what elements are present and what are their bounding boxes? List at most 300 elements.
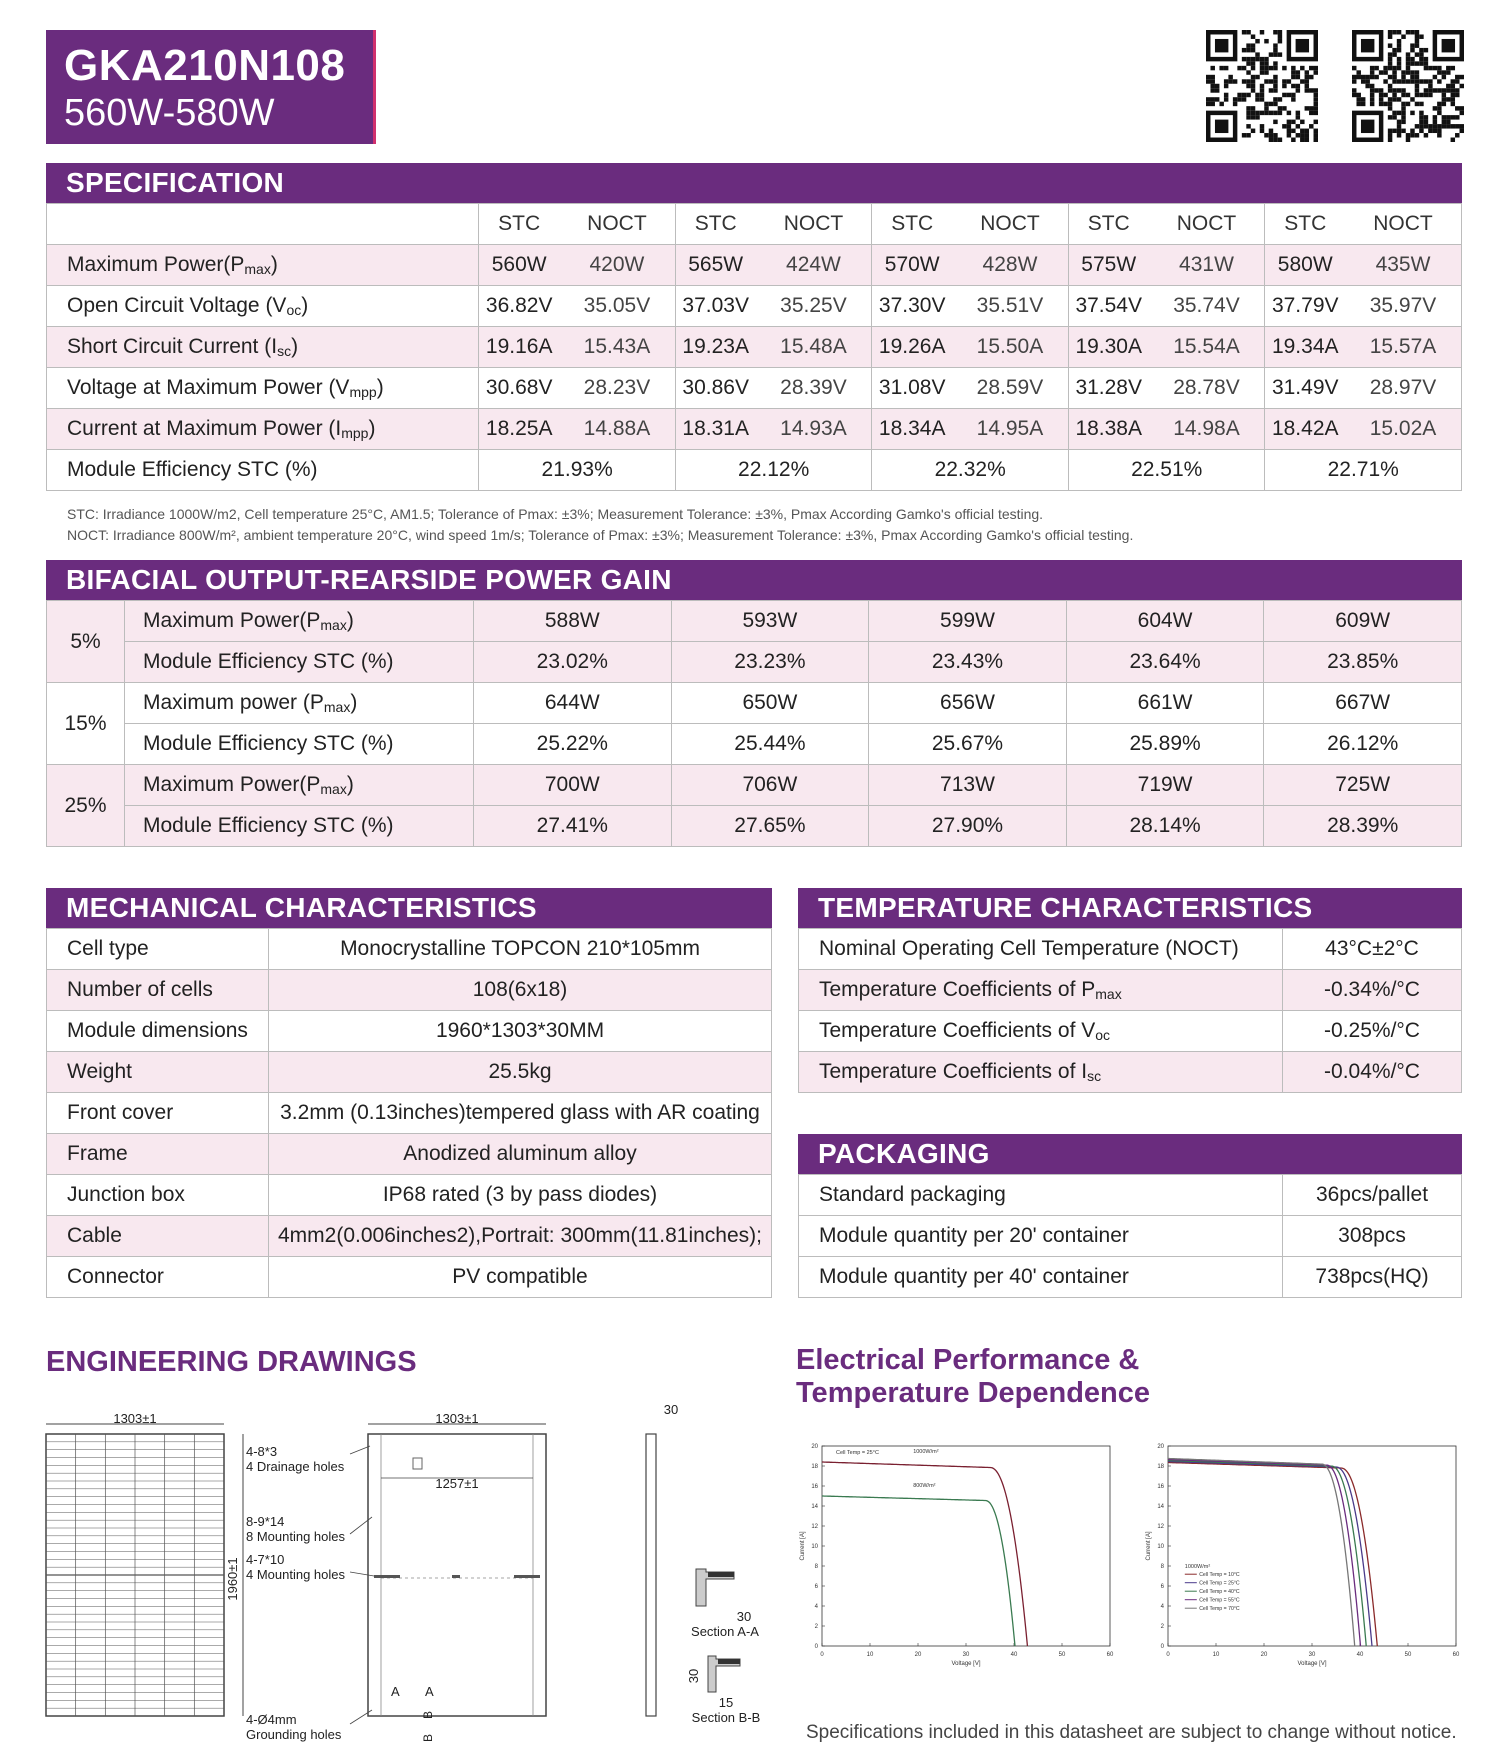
spec-value: 37.03V bbox=[675, 286, 755, 327]
spec-row bbox=[47, 286, 1462, 327]
bifacial-power-value: 644W bbox=[474, 683, 672, 724]
mechanical-label: Weight bbox=[47, 1052, 269, 1093]
bifacial-efficiency-value: 27.90% bbox=[869, 806, 1067, 847]
efficiency-label: Module Efficiency STC (%) bbox=[47, 450, 479, 491]
packaging-value: 738pcs(HQ) bbox=[1283, 1257, 1462, 1298]
bifacial-power-label-text: Maximum Power(P bbox=[143, 773, 321, 796]
temperature-label bbox=[799, 970, 1283, 1011]
temperature-row bbox=[799, 970, 1462, 1011]
mechanical-value: 4mm2(0.006inches2),Portrait: 300mm(11.81inches); bbox=[269, 1216, 772, 1257]
section-b-mark: B bbox=[421, 1710, 435, 1719]
spec-value: 570W bbox=[872, 245, 952, 286]
bifacial-efficiency-row bbox=[47, 806, 1462, 847]
legend-entry: Cell Temp = 10°C bbox=[1199, 1572, 1240, 1578]
row-label-text: Open Circuit Voltage (V bbox=[67, 294, 287, 317]
packaging-row bbox=[799, 1175, 1462, 1216]
power-range: 560W-580W bbox=[64, 92, 275, 134]
bifacial-power-value: 609W bbox=[1264, 601, 1462, 642]
temperature-label-text: Temperature Coefficients of V bbox=[819, 1019, 1096, 1042]
col-header-noct: NOCT bbox=[559, 204, 675, 245]
mechanical-table bbox=[46, 928, 772, 1298]
spec-value: 28.97V bbox=[1345, 368, 1461, 409]
packaging-value: 36pcs/pallet bbox=[1283, 1175, 1462, 1216]
mechanical-row bbox=[47, 1093, 772, 1134]
mechanical-label: Junction box bbox=[47, 1175, 269, 1216]
legend-entry: Cell Temp = 55°C bbox=[1199, 1597, 1240, 1604]
temperature-value: 43°C±2°C bbox=[1283, 929, 1462, 970]
drain-label: 4 Drainage holes bbox=[246, 1459, 345, 1474]
row-label-tail: ) bbox=[376, 376, 384, 399]
temperature-row bbox=[799, 1011, 1462, 1052]
y-tick-label: 16 bbox=[1157, 1484, 1164, 1490]
row-label-subscript: mpp bbox=[349, 384, 377, 400]
bifacial-efficiency-value: 23.23% bbox=[671, 642, 869, 683]
spec-value: 420W bbox=[559, 245, 675, 286]
col-header-noct: NOCT bbox=[1345, 204, 1461, 245]
temperature-value: -0.04%/°C bbox=[1283, 1052, 1462, 1093]
section-a-mark-2: A bbox=[425, 1684, 434, 1699]
spec-value: 15.54A bbox=[1149, 327, 1265, 368]
bifacial-power-value: 650W bbox=[671, 683, 869, 724]
mechanical-label: Frame bbox=[47, 1134, 269, 1175]
y-tick-label: 0 bbox=[1160, 1644, 1164, 1650]
inner-dimension: 1257±1 bbox=[435, 1476, 479, 1491]
engineering-drawing bbox=[40, 1394, 760, 1752]
spec-value: 18.34A bbox=[872, 409, 952, 450]
spec-value: 37.54V bbox=[1068, 286, 1148, 327]
row-label-tail: ) bbox=[270, 253, 278, 276]
y-tick-label: 4 bbox=[1160, 1604, 1164, 1610]
temperature-row bbox=[799, 929, 1462, 970]
bifacial-power-row bbox=[47, 765, 1462, 806]
mount4-size: 4-7*10 bbox=[246, 1552, 285, 1567]
y-tick-label: 18 bbox=[811, 1464, 818, 1470]
mechanical-row bbox=[47, 1257, 772, 1298]
temperature-value: -0.34%/°C bbox=[1283, 970, 1462, 1011]
bifacial-efficiency-value: 25.22% bbox=[474, 724, 672, 765]
bifacial-efficiency-value: 28.39% bbox=[1264, 806, 1462, 847]
bifacial-power-label-tail: ) bbox=[346, 609, 354, 632]
bifacial-efficiency-row bbox=[47, 724, 1462, 765]
bifacial-power-value: 719W bbox=[1066, 765, 1264, 806]
efficiency-row bbox=[47, 450, 1462, 491]
packaging-label: Standard packaging bbox=[799, 1175, 1283, 1216]
temperature-title: TEMPERATURE CHARACTERISTICS bbox=[798, 888, 1462, 928]
row-label-tail: ) bbox=[291, 335, 299, 358]
x-tick-label: 0 bbox=[820, 1652, 824, 1658]
bifacial-efficiency-label: Module Efficiency STC (%) bbox=[125, 806, 474, 847]
spec-value: 31.28V bbox=[1068, 368, 1148, 409]
bifacial-power-value: 725W bbox=[1264, 765, 1462, 806]
section-a-drawing bbox=[696, 1569, 734, 1606]
x-axis-label: Voltage [V] bbox=[951, 1661, 981, 1667]
col-header-noct: NOCT bbox=[952, 204, 1068, 245]
mechanical-value: IP68 rated (3 by pass diodes) bbox=[269, 1175, 772, 1216]
section-b-drawing bbox=[708, 1656, 740, 1692]
model-title-block bbox=[46, 30, 376, 144]
row-label-subscript: mpp bbox=[341, 425, 369, 441]
drain-size: 4-8*3 bbox=[246, 1444, 278, 1459]
bifacial-power-label-subscript: max bbox=[320, 781, 347, 797]
specification-title: SPECIFICATION bbox=[46, 163, 1462, 203]
spec-value: 14.95A bbox=[952, 409, 1068, 450]
electrical-title-line1: Electrical Performance & bbox=[796, 1344, 1140, 1376]
spec-value: 19.16A bbox=[479, 327, 559, 368]
section-b-vertical-dimension: 30 bbox=[686, 1668, 701, 1684]
bifacial-power-label-subscript: max bbox=[320, 617, 347, 633]
legend-entry: Cell Temp = 70°C bbox=[1199, 1606, 1240, 1612]
y-tick-label: 2 bbox=[1160, 1624, 1164, 1630]
temperature-label-text: Temperature Coefficients of P bbox=[819, 978, 1096, 1001]
electrical-title-line2: Temperature Dependence bbox=[796, 1377, 1151, 1409]
section-b-horizontal-dimension: 15 bbox=[718, 1695, 734, 1710]
temperature-label bbox=[799, 1011, 1283, 1052]
bifacial-power-value: 588W bbox=[474, 601, 672, 642]
bifacial-table bbox=[46, 600, 1462, 847]
efficiency-value: 22.12% bbox=[675, 450, 872, 491]
spec-value: 15.50A bbox=[952, 327, 1068, 368]
mechanical-label: Cable bbox=[47, 1216, 269, 1257]
bifacial-power-label bbox=[125, 683, 474, 724]
spec-value: 37.30V bbox=[872, 286, 952, 327]
section-a-mark: A bbox=[391, 1684, 400, 1699]
mount4-label: 4 Mounting holes bbox=[246, 1567, 346, 1582]
packaging-label: Module quantity per 40' container bbox=[799, 1257, 1283, 1298]
temperature-label bbox=[799, 929, 1283, 970]
x-tick-label: 60 bbox=[1106, 1652, 1114, 1658]
x-tick-label: 50 bbox=[1058, 1652, 1066, 1658]
bifacial-title: BIFACIAL OUTPUT-REARSIDE POWER GAIN bbox=[46, 560, 1462, 600]
ground-size: 4-Ø4mm bbox=[246, 1712, 297, 1727]
x-tick-label: 30 bbox=[962, 1652, 970, 1658]
ground-label: Grounding holes bbox=[246, 1727, 342, 1742]
mechanical-row bbox=[47, 929, 772, 970]
bifacial-power-value: 713W bbox=[869, 765, 1067, 806]
side-view-panel bbox=[646, 1434, 656, 1716]
iv-curve-irradiance-chart bbox=[790, 1440, 1120, 1680]
series-label: 1000W/m² bbox=[913, 1449, 939, 1455]
y-axis-label: Current [A] bbox=[800, 1531, 806, 1561]
bifacial-power-value: 604W bbox=[1066, 601, 1264, 642]
x-tick-label: 0 bbox=[1166, 1652, 1170, 1658]
bifacial-efficiency-label: Module Efficiency STC (%) bbox=[125, 642, 474, 683]
model-name: GKA210N108 bbox=[64, 41, 346, 90]
y-tick-label: 12 bbox=[811, 1524, 818, 1530]
spec-value: 19.34A bbox=[1265, 327, 1345, 368]
col-header-stc: STC bbox=[675, 204, 755, 245]
mechanical-label: Front cover bbox=[47, 1093, 269, 1134]
bifacial-power-row bbox=[47, 683, 1462, 724]
bifacial-efficiency-value: 25.89% bbox=[1066, 724, 1264, 765]
bifacial-efficiency-row bbox=[47, 642, 1462, 683]
stc-note: STC: Irradiance 1000W/m2, Cell temperature 25°C, AM1.5; Tolerance of Pmax: ±3%; Measurement Tolerance: ±3%, Pmax According Gamko's official testing. bbox=[67, 506, 1044, 522]
y-tick-label: 12 bbox=[1157, 1524, 1164, 1530]
chart-annotation: 1000W/m² bbox=[1184, 1564, 1211, 1570]
spec-value: 19.30A bbox=[1068, 327, 1148, 368]
spec-value: 37.79V bbox=[1265, 286, 1345, 327]
bifacial-power-label-tail: ) bbox=[346, 773, 354, 796]
series-label: 800W/m² bbox=[913, 1483, 936, 1489]
row-label-text: Short Circuit Current (I bbox=[67, 335, 278, 358]
x-tick-label: 60 bbox=[1452, 1652, 1460, 1658]
bifacial-power-value: 661W bbox=[1066, 683, 1264, 724]
mechanical-row bbox=[47, 970, 772, 1011]
bifacial-power-label-text: Maximum power (P bbox=[143, 691, 324, 714]
electrical-performance-title bbox=[796, 1344, 1150, 1410]
spec-value: 28.39V bbox=[755, 368, 871, 409]
bifacial-efficiency-value: 23.02% bbox=[474, 642, 672, 683]
x-tick-label: 10 bbox=[1212, 1652, 1220, 1658]
bifacial-efficiency-value: 23.85% bbox=[1264, 642, 1462, 683]
bifacial-efficiency-value: 25.44% bbox=[671, 724, 869, 765]
bifacial-efficiency-value: 27.65% bbox=[671, 806, 869, 847]
spec-value: 14.93A bbox=[755, 409, 871, 450]
temperature-row bbox=[799, 1052, 1462, 1093]
y-tick-label: 16 bbox=[811, 1484, 818, 1490]
temperature-label-text: Nominal Operating Cell Temperature (NOCT) bbox=[819, 937, 1239, 960]
spec-header-row bbox=[47, 204, 1462, 245]
width-dimension: 1303±1 bbox=[113, 1411, 157, 1426]
spec-value: 14.88A bbox=[559, 409, 675, 450]
row-label-subscript: oc bbox=[286, 302, 302, 318]
legend-entry: Cell Temp = 40°C bbox=[1199, 1589, 1240, 1595]
x-tick-label: 20 bbox=[1260, 1652, 1268, 1658]
mechanical-row bbox=[47, 1134, 772, 1175]
bifacial-power-row bbox=[47, 601, 1462, 642]
x-tick-label: 10 bbox=[866, 1652, 874, 1658]
front-view-panel bbox=[46, 1434, 224, 1716]
bifacial-power-value: 706W bbox=[671, 765, 869, 806]
spec-value: 36.82V bbox=[479, 286, 559, 327]
spec-value: 575W bbox=[1068, 245, 1148, 286]
bifacial-efficiency-value: 27.41% bbox=[474, 806, 672, 847]
bifacial-power-label-subscript: max bbox=[323, 699, 351, 715]
packaging-value: 308pcs bbox=[1283, 1216, 1462, 1257]
efficiency-value: 22.71% bbox=[1265, 450, 1462, 491]
mount8-label: 8 Mounting holes bbox=[246, 1529, 346, 1544]
packaging-table bbox=[798, 1174, 1462, 1298]
y-axis-label: Current [A] bbox=[1146, 1531, 1152, 1561]
mechanical-label: Connector bbox=[47, 1257, 269, 1298]
x-tick-label: 20 bbox=[914, 1652, 922, 1658]
y-tick-label: 10 bbox=[811, 1544, 818, 1550]
spec-row-label bbox=[47, 368, 479, 409]
qr-code-icon[interactable] bbox=[1206, 30, 1318, 142]
packaging-row bbox=[799, 1216, 1462, 1257]
temperature-label bbox=[799, 1052, 1283, 1093]
spec-row bbox=[47, 245, 1462, 286]
section-b-mark-2: B bbox=[421, 1733, 435, 1742]
y-tick-label: 6 bbox=[1160, 1584, 1164, 1590]
mechanical-value: PV compatible bbox=[269, 1257, 772, 1298]
spec-value: 14.98A bbox=[1149, 409, 1265, 450]
bifacial-efficiency-value: 26.12% bbox=[1264, 724, 1462, 765]
y-tick-label: 14 bbox=[811, 1504, 818, 1510]
row-label-text: Maximum Power(P bbox=[67, 253, 245, 276]
spec-value: 30.68V bbox=[479, 368, 559, 409]
plot-area bbox=[1168, 1446, 1456, 1646]
temperature-label-subscript: sc bbox=[1087, 1068, 1102, 1084]
bifacial-power-value: 599W bbox=[869, 601, 1067, 642]
temperature-label-subscript: max bbox=[1095, 986, 1122, 1002]
col-header-stc: STC bbox=[1068, 204, 1148, 245]
spec-value: 435W bbox=[1345, 245, 1461, 286]
mount8-size: 8-9*14 bbox=[246, 1514, 285, 1529]
bifacial-efficiency-value: 25.67% bbox=[869, 724, 1067, 765]
bifacial-efficiency-value: 23.43% bbox=[869, 642, 1067, 683]
mechanical-value: Anodized aluminum alloy bbox=[269, 1134, 772, 1175]
chart-annotation: Cell Temp = 25°C bbox=[836, 1450, 879, 1456]
mechanical-label: Number of cells bbox=[47, 970, 269, 1011]
y-tick-label: 8 bbox=[814, 1564, 818, 1570]
section-a-dimension: 30 bbox=[736, 1609, 752, 1624]
spec-value: 30.86V bbox=[675, 368, 755, 409]
row-label-text: Current at Maximum Power (I bbox=[67, 417, 342, 440]
spec-value: 31.49V bbox=[1265, 368, 1345, 409]
mechanical-label: Module dimensions bbox=[47, 1011, 269, 1052]
section-b-label: Section B-B bbox=[691, 1710, 760, 1725]
y-tick-label: 8 bbox=[1160, 1564, 1164, 1570]
spec-value: 15.48A bbox=[755, 327, 871, 368]
mechanical-title: MECHANICAL CHARACTERISTICS bbox=[46, 888, 772, 928]
rear-width-dimension: 1303±1 bbox=[435, 1411, 479, 1426]
spec-value: 28.78V bbox=[1149, 368, 1265, 409]
thickness-dimension: 30 bbox=[663, 1402, 679, 1417]
spec-row-label bbox=[47, 327, 479, 368]
spec-value: 580W bbox=[1265, 245, 1345, 286]
bifacial-power-value: 656W bbox=[869, 683, 1067, 724]
x-tick-label: 50 bbox=[1404, 1652, 1412, 1658]
bifacial-power-value: 593W bbox=[671, 601, 869, 642]
temperature-value: -0.25%/°C bbox=[1283, 1011, 1462, 1052]
footer-disclaimer: Specifications included in this datasheet are subject to change without notice. bbox=[806, 1722, 1457, 1743]
spec-value: 31.08V bbox=[872, 368, 952, 409]
temperature-table bbox=[798, 928, 1462, 1093]
y-tick-label: 6 bbox=[814, 1584, 818, 1590]
efficiency-value: 21.93% bbox=[479, 450, 676, 491]
bifacial-power-value: 700W bbox=[474, 765, 672, 806]
spec-value: 428W bbox=[952, 245, 1068, 286]
packaging-title: PACKAGING bbox=[798, 1134, 1462, 1174]
spec-value: 19.26A bbox=[872, 327, 952, 368]
y-tick-label: 0 bbox=[814, 1644, 818, 1650]
mechanical-value: 1960*1303*30MM bbox=[269, 1011, 772, 1052]
spec-value: 431W bbox=[1149, 245, 1265, 286]
qr-code-icon[interactable] bbox=[1352, 30, 1464, 142]
x-axis-label: Voltage [V] bbox=[1297, 1661, 1327, 1667]
x-tick-label: 40 bbox=[1356, 1652, 1364, 1658]
bifacial-power-label-text: Maximum Power(P bbox=[143, 609, 321, 632]
bifacial-gain: 15% bbox=[47, 683, 125, 765]
bifacial-power-label bbox=[125, 765, 474, 806]
spec-row bbox=[47, 327, 1462, 368]
mechanical-row bbox=[47, 1216, 772, 1257]
row-label-tail: ) bbox=[368, 417, 376, 440]
x-tick-label: 30 bbox=[1308, 1652, 1316, 1658]
mechanical-row bbox=[47, 1052, 772, 1093]
spec-value: 35.05V bbox=[559, 286, 675, 327]
mechanical-value: 25.5kg bbox=[269, 1052, 772, 1093]
spec-value: 18.38A bbox=[1068, 409, 1148, 450]
spec-value: 28.59V bbox=[952, 368, 1068, 409]
spec-value: 424W bbox=[755, 245, 871, 286]
spec-value: 565W bbox=[675, 245, 755, 286]
y-tick-label: 14 bbox=[1157, 1504, 1164, 1510]
y-tick-label: 20 bbox=[811, 1444, 818, 1450]
spec-value: 35.97V bbox=[1345, 286, 1461, 327]
spec-value: 35.25V bbox=[755, 286, 871, 327]
spec-value: 35.74V bbox=[1149, 286, 1265, 327]
mechanical-value: 3.2mm (0.13inches)tempered glass with AR coating bbox=[269, 1093, 772, 1134]
y-tick-label: 10 bbox=[1157, 1544, 1164, 1550]
bifacial-efficiency-label: Module Efficiency STC (%) bbox=[125, 724, 474, 765]
spec-row bbox=[47, 409, 1462, 450]
y-tick-label: 18 bbox=[1157, 1464, 1164, 1470]
row-label-text: Voltage at Maximum Power (V bbox=[67, 376, 350, 399]
col-header-noct: NOCT bbox=[755, 204, 871, 245]
col-header-stc: STC bbox=[872, 204, 952, 245]
mechanical-row bbox=[47, 1175, 772, 1216]
bifacial-efficiency-value: 23.64% bbox=[1066, 642, 1264, 683]
y-tick-label: 2 bbox=[814, 1624, 818, 1630]
bifacial-power-label bbox=[125, 601, 474, 642]
temperature-label-subscript: oc bbox=[1095, 1027, 1111, 1043]
spec-value: 19.23A bbox=[675, 327, 755, 368]
mechanical-label: Cell type bbox=[47, 929, 269, 970]
x-tick-label: 40 bbox=[1010, 1652, 1018, 1658]
spec-row-label bbox=[47, 245, 479, 286]
temperature-label-text: Temperature Coefficients of I bbox=[819, 1060, 1088, 1083]
row-label-subscript: sc bbox=[277, 343, 292, 359]
bifacial-gain: 25% bbox=[47, 765, 125, 847]
noct-note: NOCT: Irradiance 800W/m², ambient temperature 20°C, wind speed 1m/s; Tolerance of Pmax: ±3%; Measurement Tolerance: ±3%, Pmax According Gamko's official testing. bbox=[67, 527, 1134, 543]
bifacial-gain: 5% bbox=[47, 601, 125, 683]
row-label-subscript: max bbox=[244, 261, 271, 277]
spec-value: 28.23V bbox=[559, 368, 675, 409]
iv-curve-temperature-chart bbox=[1136, 1440, 1466, 1680]
mechanical-value: 108(6x18) bbox=[269, 970, 772, 1011]
height-dimension: 1960±1 bbox=[225, 1557, 240, 1601]
spec-value: 15.02A bbox=[1345, 409, 1461, 450]
row-label-tail: ) bbox=[301, 294, 309, 317]
spec-header-blank bbox=[47, 204, 479, 245]
mechanical-row bbox=[47, 1011, 772, 1052]
section-a-label: Section A-A bbox=[691, 1624, 759, 1639]
col-header-stc: STC bbox=[479, 204, 559, 245]
y-tick-label: 20 bbox=[1157, 1444, 1164, 1450]
col-header-noct: NOCT bbox=[1149, 204, 1265, 245]
spec-value: 560W bbox=[479, 245, 559, 286]
spec-row bbox=[47, 368, 1462, 409]
spec-row-label bbox=[47, 286, 479, 327]
spec-row-label bbox=[47, 409, 479, 450]
y-tick-label: 4 bbox=[814, 1604, 818, 1610]
engineering-drawings-title: ENGINEERING DRAWINGS bbox=[46, 1346, 417, 1378]
efficiency-value: 22.32% bbox=[872, 450, 1069, 491]
spec-value: 15.43A bbox=[559, 327, 675, 368]
mechanical-value: Monocrystalline TOPCON 210*105mm bbox=[269, 929, 772, 970]
bifacial-power-value: 667W bbox=[1264, 683, 1462, 724]
legend-entry: Cell Temp = 25°C bbox=[1199, 1580, 1240, 1587]
spec-value: 18.42A bbox=[1265, 409, 1345, 450]
col-header-stc: STC bbox=[1265, 204, 1345, 245]
spec-value: 18.25A bbox=[479, 409, 559, 450]
plot-area bbox=[822, 1446, 1110, 1646]
efficiency-value: 22.51% bbox=[1068, 450, 1265, 491]
spec-value: 18.31A bbox=[675, 409, 755, 450]
packaging-label: Module quantity per 20' container bbox=[799, 1216, 1283, 1257]
spec-value: 35.51V bbox=[952, 286, 1068, 327]
